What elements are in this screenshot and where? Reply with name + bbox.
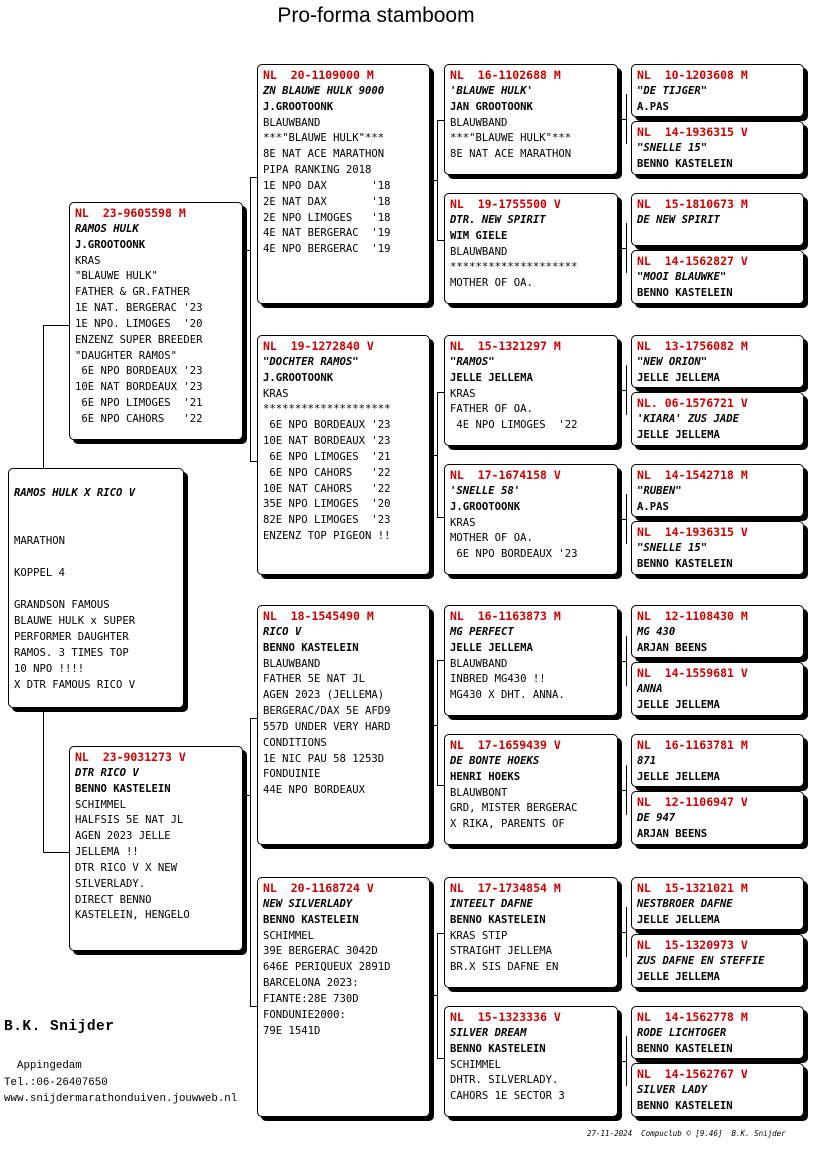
- connector: [618, 519, 626, 520]
- pigeon-name: "NEW ORION": [637, 355, 708, 368]
- great-grandparent-card[interactable]: [444, 1006, 618, 1117]
- note-line: KRAS: [75, 254, 101, 267]
- gg-grandparent-card[interactable]: [631, 662, 804, 716]
- note-line: BERGERAC/DAX 5E AFD9: [263, 705, 391, 718]
- note-line: BLAUWBAND: [450, 657, 508, 670]
- note-line: 2E NPO LIMOGES '18: [263, 211, 391, 224]
- gg-grandparent-card[interactable]: [631, 250, 804, 304]
- ring-number: NL 15-1323336 V: [450, 1010, 561, 1024]
- owner-name: ARJAN BEENS: [637, 641, 708, 654]
- pigeon-name: RICO V: [263, 625, 302, 638]
- note-line: KRAS STIP: [450, 929, 508, 942]
- note-line: STRAIGHT JELLEMA: [450, 945, 553, 958]
- note-line: 8E NAT ACE MARATHON: [263, 148, 385, 161]
- note-line: KASTELEIN, HENGELO: [75, 909, 190, 922]
- connector: [626, 94, 627, 144]
- subject-card[interactable]: [8, 468, 184, 708]
- note-line: FATHER & GR.FATHER: [75, 286, 190, 299]
- pigeon-name: ZN BLAUWE HULK 9000: [263, 84, 385, 97]
- pigeon-name: DE NEW SPIRIT: [637, 213, 720, 226]
- note-line: 646E PERIQUEUX 2891D: [263, 961, 391, 974]
- footer-credit: 27-11-2024 Compuclub © [9.46] B.K. Snijder: [587, 1129, 786, 1138]
- owner-name: J.GROOTOONK: [450, 500, 521, 513]
- pigeon-name: 'SNELLE 58': [450, 484, 521, 497]
- gg-grandparent-card[interactable]: [631, 1063, 804, 1117]
- note-line: BLAUWBAND: [263, 116, 321, 129]
- owner-name: BENNO KASTELEIN: [637, 286, 733, 299]
- connector: [243, 250, 250, 251]
- subject-line: [14, 581, 179, 597]
- connector: [430, 455, 437, 456]
- note-line: JELLEMA !!: [75, 846, 139, 859]
- connector: [243, 795, 250, 796]
- note-line: 39E BERGERAC 3042D: [263, 945, 378, 958]
- pigeon-name: "SNELLE 15": [637, 141, 708, 154]
- subject-line: [14, 549, 179, 565]
- ring-number: NL 15-1321297 M: [450, 339, 561, 353]
- note-line: SCHIMMEL: [263, 929, 315, 942]
- note-line: SCHIMMEL: [450, 1058, 502, 1071]
- owner-name: JELLE JELLEMA: [450, 371, 533, 384]
- note-line: 44E NPO BORDEAUX: [263, 784, 366, 797]
- note-line: BARCELONA 2023:: [263, 977, 359, 990]
- connector: [250, 177, 251, 461]
- subject-line: PERFORMER DAUGHTER: [14, 631, 129, 643]
- note-line: FONDUNIE2000:: [263, 1008, 346, 1021]
- ring-number: NL 15-1321021 M: [637, 881, 748, 895]
- great-grandparent-card[interactable]: [444, 335, 618, 446]
- subject-line: [14, 517, 179, 533]
- owner-name: BENNO KASTELEIN: [637, 1099, 733, 1112]
- breeder-phone: Tel.:06-26407650: [4, 1077, 108, 1089]
- ring-number: NL 10-1203608 M: [637, 68, 748, 82]
- pigeon-name: MG PERFECT: [450, 625, 514, 638]
- pigeon-name: RODE LICHTOGER: [637, 1026, 727, 1039]
- pigeon-name: SILVER DREAM: [450, 1026, 527, 1039]
- connector: [250, 718, 251, 1006]
- subject-line: GRANDSON FAMOUS: [14, 599, 110, 611]
- pigeon-name: "DOCHTER RAMOS": [263, 355, 359, 368]
- connector: [43, 325, 71, 326]
- great-grandparent-card[interactable]: [444, 605, 618, 716]
- gg-grandparent-card[interactable]: [631, 791, 804, 845]
- note-line: KRAS: [263, 387, 289, 400]
- note-line: DHTR. SILVERLADY.: [450, 1074, 559, 1087]
- gg-grandparent-card[interactable]: [631, 734, 804, 787]
- pigeon-name: INTEELT DAFNE: [450, 897, 533, 910]
- ring-number: NL 14-1559681 V: [637, 666, 748, 680]
- breeder-city: Appingedam: [4, 1060, 82, 1072]
- note-line: KRAS: [450, 516, 476, 529]
- connector: [626, 1036, 627, 1086]
- connector: [618, 1061, 626, 1062]
- owner-name: J.GROOTOONK: [263, 100, 334, 113]
- pigeon-name: DTR RICO V: [75, 766, 139, 779]
- note-line: ********************: [263, 403, 391, 416]
- pigeon-name: DE BONTE HOEKS: [450, 754, 540, 767]
- gg-grandparent-card[interactable]: [631, 121, 804, 175]
- note-line: AGEN 2023 JELLE: [75, 830, 171, 843]
- note-line: "BLAUWE HULK": [75, 270, 158, 283]
- pigeon-name: RAMOS HULK: [75, 222, 139, 235]
- connector: [43, 852, 71, 853]
- note-line: ENZENZ SUPER BREEDER: [75, 333, 203, 346]
- subject-name: RAMOS HULK X RICO V: [14, 487, 136, 499]
- note-line: 82E NPO LIMOGES '23: [263, 514, 391, 527]
- page-title: Pro-forma stamboom: [277, 4, 475, 27]
- note-line: FONDUINIE: [263, 768, 321, 781]
- pigeon-name: 871: [637, 754, 657, 767]
- dam-card[interactable]: [69, 746, 243, 951]
- note-line: PIPA RANKING 2018: [263, 164, 372, 177]
- ring-number: NL 15-1810673 M: [637, 197, 748, 211]
- grandparent-card[interactable]: [257, 605, 430, 845]
- owner-name: J.GROOTOONK: [263, 371, 334, 384]
- note-line: 2E NAT DAX '18: [263, 195, 391, 208]
- note-line: 10E NAT BORDEAUX '23: [263, 435, 391, 448]
- note-line: BLAUWBAND: [450, 245, 508, 258]
- pigeon-name: "RAMOS": [450, 355, 495, 368]
- note-line: "DAUGHTER RAMOS": [75, 349, 178, 362]
- pigeon-name: ZUS DAFNE EN STEFFIE: [637, 954, 765, 967]
- note-line: 1E NAT. BERGERAC '23: [75, 302, 203, 315]
- owner-name: JELLE JELLEMA: [637, 770, 720, 783]
- note-line: BLAUWBAND: [263, 657, 321, 670]
- gg-grandparent-card[interactable]: [631, 193, 804, 246]
- note-line: CONDITIONS: [263, 736, 327, 749]
- connector: [437, 120, 438, 240]
- note-line: SILVERLADY.: [75, 877, 146, 890]
- pigeon-name: MG 430: [637, 625, 676, 638]
- note-line: CAHORS 1E SECTOR 3: [450, 1090, 565, 1103]
- ring-number: NL 17-1674158 V: [450, 468, 561, 482]
- ring-number: NL 16-1163781 M: [637, 738, 748, 752]
- note-line: 79E 1541D: [263, 1024, 321, 1037]
- gg-grandparent-card[interactable]: [631, 1006, 804, 1059]
- connector: [626, 494, 627, 544]
- connector: [626, 907, 627, 957]
- note-line: 4E NPO LIMOGES '22: [450, 419, 578, 432]
- ring-number: NL 14-1562827 V: [637, 254, 748, 268]
- ring-number: NL 23-9031273 V: [75, 750, 186, 764]
- note-line: 1E NIC PAU 58 1253D: [263, 752, 385, 765]
- owner-name: JELLE JELLEMA: [637, 698, 720, 711]
- pigeon-name: SILVER LADY: [637, 1083, 708, 1096]
- ring-number: NL 14-1562778 M: [637, 1010, 748, 1024]
- owner-name: BENNO KASTELEIN: [75, 782, 171, 795]
- ring-number: NL 16-1102688 M: [450, 68, 561, 82]
- note-line: KRAS: [450, 387, 476, 400]
- connector: [430, 180, 437, 181]
- pigeon-name: 'BLAUWE HULK': [450, 84, 533, 97]
- connector: [618, 119, 626, 120]
- note-line: INBRED MG430 !!: [450, 673, 546, 686]
- ring-number: NL 19-1755500 V: [450, 197, 561, 211]
- note-line: ********************: [450, 261, 578, 274]
- note-line: ENZENZ TOP PIGEON !!: [263, 530, 391, 543]
- pigeon-name: "DE TIJGER": [637, 84, 708, 97]
- note-line: 4E NPO BERGERAC '19: [263, 243, 391, 256]
- note-line: HALFSIS 5E NAT JL: [75, 814, 184, 827]
- connector: [626, 365, 627, 415]
- pigeon-name: "RUBEN": [637, 484, 682, 497]
- pigeon-name: "MOOI BLAUWKE": [637, 270, 727, 283]
- ring-number: NL 13-1756082 M: [637, 339, 748, 353]
- owner-name: A.PAS: [637, 500, 669, 513]
- subject-line: RAMOS. 3 TIMES TOP: [14, 647, 129, 659]
- note-line: 6E NPO CAHORS '22: [263, 466, 391, 479]
- owner-name: BENNO KASTELEIN: [450, 1042, 546, 1055]
- ring-number: NL 15-1320973 V: [637, 938, 748, 952]
- gg-grandparent-card[interactable]: [631, 877, 804, 930]
- subject-line: KOPPEL 4: [14, 567, 66, 579]
- grandparent-card[interactable]: [257, 64, 430, 304]
- subject-line: 10 NPO !!!!: [14, 663, 85, 675]
- note-line: 1E NPO. LIMOGES '20: [75, 317, 203, 330]
- owner-name: JAN GROOTOONK: [450, 100, 533, 113]
- owner-name: JELLE JELLEMA: [637, 970, 720, 983]
- connector: [430, 725, 437, 726]
- connector: [618, 790, 626, 791]
- owner-name: JELLE JELLEMA: [450, 641, 533, 654]
- owner-name: JELLE JELLEMA: [637, 371, 720, 384]
- ring-number: NL 12-1106947 V: [637, 795, 748, 809]
- great-grandparent-card[interactable]: [444, 464, 618, 575]
- note-line: MOTHER OF OA.: [450, 277, 533, 290]
- gg-grandparent-card[interactable]: [631, 64, 804, 117]
- note-line: 6E NPO LIMOGES '21: [75, 397, 203, 410]
- gg-grandparent-card[interactable]: [631, 934, 804, 988]
- ring-number: NL 23-9605598 M: [75, 206, 186, 220]
- note-line: AGEN 2023 (JELLEMA): [263, 689, 385, 702]
- breeder-name: B.K. Snijder: [4, 1019, 115, 1035]
- ring-number: NL 17-1659439 V: [450, 738, 561, 752]
- owner-name: BENNO KASTELEIN: [637, 557, 733, 570]
- note-line: 557D UNDER VERY HARD: [263, 720, 391, 733]
- note-line: DIRECT BENNO: [75, 893, 152, 906]
- owner-name: WIM GIELE: [450, 229, 508, 242]
- subject-line: X DTR FAMOUS RICO V: [14, 679, 136, 691]
- pigeon-name: NESTBROER DAFNE: [637, 897, 733, 910]
- owner-name: BENNO KASTELEIN: [263, 913, 359, 926]
- ring-number: NL 14-1542718 M: [637, 468, 748, 482]
- pigeon-name: DE 947: [637, 811, 676, 824]
- note-line: GRD, MISTER BERGERAC: [450, 802, 578, 815]
- gg-grandparent-card[interactable]: [631, 335, 804, 388]
- ring-number: NL 14-1562767 V: [637, 1067, 748, 1081]
- note-line: FIANTE:28E 730D: [263, 992, 359, 1005]
- note-line: DTR RICO V X NEW: [75, 861, 178, 874]
- owner-name: [637, 229, 799, 245]
- note-line: FATHER 5E NAT JL: [263, 673, 366, 686]
- note-line: ***"BLAUWE HULK"***: [450, 132, 572, 145]
- connector: [43, 325, 44, 470]
- ring-number: NL 18-1545490 M: [263, 609, 374, 623]
- great-grandparent-card[interactable]: [444, 734, 618, 845]
- note-line: X RIKA, PARENTS OF: [450, 818, 565, 831]
- note-line: MOTHER OF OA.: [450, 532, 533, 545]
- note-line: BR.X SIS DAFNE EN: [450, 961, 559, 974]
- ring-number: NL 16-1163873 M: [450, 609, 561, 623]
- pigeon-name: DTR. NEW SPIRIT: [450, 213, 546, 226]
- note-line: FATHER OF OA.: [450, 403, 533, 416]
- gg-grandparent-card[interactable]: [631, 392, 804, 446]
- subject-line: MARATHON: [14, 535, 66, 547]
- connector: [430, 995, 437, 996]
- subject-line: [14, 501, 179, 517]
- note-line: 6E NPO LIMOGES '21: [263, 450, 391, 463]
- connector: [618, 248, 626, 249]
- ring-number: NL 20-1109000 M: [263, 68, 374, 82]
- pigeon-name: "SNELLE 15": [637, 541, 708, 554]
- connector: [437, 392, 438, 517]
- note-line: 35E NPO LIMOGES '20: [263, 498, 391, 511]
- note-line: 1E NPO DAX '18: [263, 179, 391, 192]
- connector: [437, 933, 438, 1058]
- great-grandparent-card[interactable]: [444, 64, 618, 175]
- note-line: SCHIMMEL: [75, 798, 127, 811]
- note-line: BLAUWBONT: [450, 786, 508, 799]
- ring-number: NL 12-1108430 M: [637, 609, 748, 623]
- note-line: MG430 X DHT. ANNA.: [450, 689, 565, 702]
- owner-name: BENNO KASTELEIN: [637, 1042, 733, 1055]
- connector: [618, 661, 626, 662]
- connector: [626, 765, 627, 815]
- ring-number: NL 14-1936315 V: [637, 525, 748, 539]
- pigeon-name: NEW SILVERLADY: [263, 897, 353, 910]
- ring-number: NL 17-1734854 M: [450, 881, 561, 895]
- owner-name: JELLE JELLEMA: [637, 913, 720, 926]
- note-line: 8E NAT ACE MARATHON: [450, 148, 572, 161]
- owner-name: ARJAN BEENS: [637, 827, 708, 840]
- note-line: 6E NPO CAHORS '22: [75, 412, 203, 425]
- note-line: 10E NAT CAHORS '22: [263, 482, 391, 495]
- pigeon-name: 'KIARA' ZUS JADE: [637, 412, 740, 425]
- sire-card[interactable]: [69, 202, 243, 440]
- breeder-website[interactable]: www.snijdermarathonduiven.jouwweb.nl: [4, 1093, 238, 1105]
- owner-name: BENNO KASTELEIN: [637, 157, 733, 170]
- ring-number: NL 14-1936315 V: [637, 125, 748, 139]
- note-line: ***"BLAUWE HULK"***: [263, 132, 385, 145]
- grandparent-card[interactable]: [257, 335, 430, 575]
- gg-grandparent-card[interactable]: [631, 464, 804, 517]
- gg-grandparent-card[interactable]: [631, 605, 804, 658]
- connector: [618, 390, 626, 391]
- note-line: 6E NPO BORDEAUX '23: [75, 365, 203, 378]
- connector: [437, 660, 438, 785]
- note-line: 4E NAT BERGERAC '19: [263, 227, 391, 240]
- great-grandparent-card[interactable]: [444, 193, 618, 304]
- pigeon-name: ANNA: [637, 682, 663, 695]
- owner-name: JELLE JELLEMA: [637, 428, 720, 441]
- owner-name: J.GROOTOONK: [75, 238, 146, 251]
- ring-number: NL. 06-1576721 V: [637, 396, 748, 410]
- connector: [626, 636, 627, 686]
- connector: [43, 707, 44, 852]
- grandparent-card[interactable]: [257, 877, 430, 1117]
- ring-number: NL 20-1168724 V: [263, 881, 374, 895]
- connector: [626, 223, 627, 273]
- subject-line: BLAUWE HULK x SUPER: [14, 615, 136, 627]
- great-grandparent-card[interactable]: [444, 877, 618, 988]
- owner-name: BENNO KASTELEIN: [263, 641, 359, 654]
- note-line: 6E NPO BORDEAUX '23: [450, 548, 578, 561]
- note-line: BLAUWBAND: [450, 116, 508, 129]
- gg-grandparent-card[interactable]: [631, 521, 804, 575]
- owner-name: BENNO KASTELEIN: [450, 913, 546, 926]
- owner-name: HENRI HOEKS: [450, 770, 521, 783]
- ring-number: NL 19-1272840 V: [263, 339, 374, 353]
- note-line: 6E NPO BORDEAUX '23: [263, 419, 391, 432]
- connector: [618, 932, 626, 933]
- note-line: 10E NAT BORDEAUX '23: [75, 381, 203, 394]
- owner-name: A.PAS: [637, 100, 669, 113]
